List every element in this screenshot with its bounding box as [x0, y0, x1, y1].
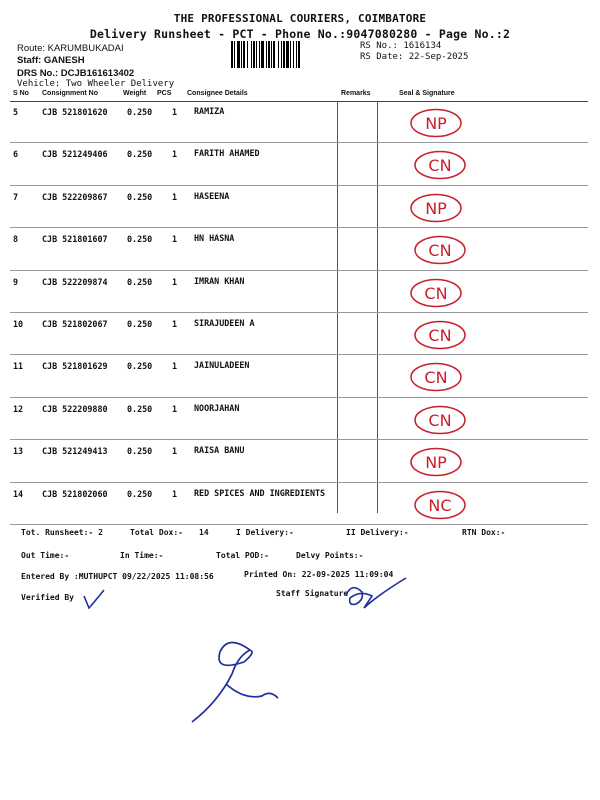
row-weight: 0.250: [127, 107, 153, 117]
stamp-text: CN: [428, 326, 452, 345]
row-weight: 0.250: [127, 446, 153, 457]
row-consignment-no: CJB 521801607: [42, 234, 108, 245]
row-consignee-name: SIRAJUDEEN A: [194, 318, 255, 328]
row-sno: 5: [13, 107, 19, 117]
row-weight: 0.250: [127, 191, 153, 202]
row-weight: 0.250: [127, 488, 153, 499]
row-consignment-no: CJB 522209867: [42, 191, 108, 202]
large-signature: [192, 642, 278, 722]
rtn-dox: RTN Dox:-: [462, 528, 506, 537]
row-pcs: 1: [172, 191, 178, 202]
row-consignee-name: RAISA BANU: [194, 445, 245, 456]
stamp-text: CN: [424, 283, 448, 303]
row-pcs: 1: [172, 107, 178, 117]
row-sno: 7: [13, 191, 19, 202]
row-sno: 8: [13, 234, 19, 245]
stamp-text: CN: [428, 241, 452, 261]
handwritten-status-stamp: [408, 107, 464, 139]
handwritten-status-stamp: [408, 446, 464, 478]
printed-on: Printed On: 22-09-2025 11:09:04: [244, 570, 394, 579]
handwritten-status-stamp: [412, 404, 468, 436]
total-pod: Total POD:-: [216, 551, 269, 560]
route-label: Route: KARUMBUKADAI: [17, 43, 124, 54]
handwritten-status-stamp: [408, 361, 464, 393]
stamp-text: NP: [425, 453, 447, 473]
row-sno: 6: [13, 149, 19, 160]
company-title: THE PROFESSIONAL COURIERS, COIMBATORE: [173, 12, 427, 25]
row-consignee-name: RED SPICES AND INGREDIENTS: [194, 487, 326, 498]
col-consignee: Consignee Details: [187, 90, 248, 97]
col-sno: S No: [13, 90, 29, 97]
row-sno: 11: [13, 361, 24, 372]
total-dox-value: 14: [199, 528, 209, 537]
stamp-text: NC: [428, 495, 452, 515]
row-divider: [10, 312, 588, 313]
row-pcs: 1: [172, 488, 178, 499]
handwritten-status-stamp: [412, 319, 468, 351]
staff-signature-label: Staff Signature: [276, 589, 349, 598]
runsheet-subtitle: Delivery Runsheet - PCT - Phone No.:9047080280 - Page No.:2: [89, 27, 511, 41]
drs-number: DRS No.: DCJB161613402: [17, 68, 135, 79]
row-consignment-no: CJB 521802067: [42, 319, 108, 329]
row-weight: 0.250: [127, 319, 153, 329]
row-divider: [10, 524, 588, 525]
row-weight: 0.250: [127, 403, 153, 414]
stamp-text: CN: [428, 410, 452, 430]
row-consignee-name: RAMIZA: [194, 106, 225, 116]
row-sno: 9: [13, 276, 19, 287]
row-consignee-name: JAINULADEEN: [194, 360, 250, 371]
row-consignee-name: NOORJAHAN: [194, 402, 240, 413]
handwritten-status-stamp: [408, 192, 464, 224]
stamp-text: NP: [425, 198, 447, 218]
handwritten-status-stamp: [412, 234, 468, 266]
verified-by-signature: [84, 590, 104, 608]
rs-date: RS Date: 22-Sep-2025: [360, 52, 469, 62]
row-divider: [10, 270, 588, 271]
row-consignee-name: FARITH AHAMED: [194, 148, 260, 159]
row-divider: [10, 439, 588, 440]
row-divider: [10, 227, 588, 228]
col-weight: Weight: [123, 90, 147, 97]
row-sno: 10: [13, 319, 24, 329]
total-dox-label: Total Dox:-: [130, 528, 183, 537]
remarks-left-divider: [337, 101, 338, 513]
row-consignee-name: HASEENA: [194, 190, 230, 201]
row-consignment-no: CJB 521801620: [42, 107, 108, 117]
i-delivery: I Delivery:-: [236, 528, 294, 537]
row-divider: [10, 354, 588, 355]
row-divider: [10, 142, 588, 143]
col-consignment: Consignment No: [42, 90, 98, 97]
handwritten-status-stamp: [412, 489, 468, 521]
col-remarks: Remarks: [341, 90, 371, 97]
row-weight: 0.250: [127, 361, 153, 372]
barcode-image: [231, 41, 356, 68]
row-consignee-name: HN HASNA: [194, 233, 235, 244]
col-seal: Seal & Signature: [399, 90, 455, 97]
row-pcs: 1: [172, 361, 178, 372]
row-sno: 13: [13, 446, 24, 457]
remarks-right-divider: [377, 101, 378, 513]
row-divider: [10, 185, 588, 186]
row-weight: 0.250: [127, 149, 153, 160]
row-consignment-no: CJB 521801629: [42, 361, 108, 372]
handwritten-status-stamp: [412, 149, 468, 181]
vehicle-label: Vehicle: Two Wheeler Delivery: [17, 79, 175, 89]
row-consignment-no: CJB 521802060: [42, 488, 108, 499]
entered-by: Entered By :MUTHUPCT 09/22/2025 11:08:56: [21, 572, 214, 581]
col-pcs: PCS: [157, 90, 172, 97]
header-divider: [10, 101, 588, 102]
delvy-points: Delvy Points:-: [296, 551, 364, 560]
row-consignment-no: CJB 522209874: [42, 276, 108, 287]
in-time: In Time:-: [120, 551, 164, 560]
row-pcs: 1: [172, 276, 178, 287]
verified-by-label: Verified By: [21, 593, 74, 602]
stamp-text: CN: [428, 156, 452, 176]
row-consignee-name: IMRAN KHAN: [194, 275, 245, 286]
row-sno: 14: [13, 488, 24, 499]
rs-number: RS No.: 1616134: [360, 41, 442, 51]
row-consignment-no: CJB 522209880: [42, 403, 108, 414]
row-pcs: 1: [172, 403, 178, 414]
row-divider: [10, 482, 588, 483]
row-weight: 0.250: [127, 276, 153, 287]
stamp-text: NP: [425, 114, 447, 133]
tot-runsheet: Tot. Runsheet:- 2: [21, 528, 103, 537]
row-consignment-no: CJB 521249413: [42, 446, 108, 457]
row-pcs: 1: [172, 446, 178, 457]
handwritten-status-stamp: [408, 277, 464, 309]
stamp-text: CN: [424, 368, 448, 388]
row-pcs: 1: [172, 149, 178, 160]
row-sno: 12: [13, 403, 24, 414]
row-pcs: 1: [172, 319, 178, 329]
staff-label: Staff: GANESH: [17, 55, 85, 66]
ii-delivery: II Delivery:-: [346, 528, 409, 537]
row-divider: [10, 397, 588, 398]
row-pcs: 1: [172, 234, 178, 245]
staff-signature-scribble: [346, 578, 406, 608]
out-time: Out Time:-: [21, 551, 70, 560]
row-consignment-no: CJB 521249406: [42, 149, 108, 160]
row-weight: 0.250: [127, 234, 153, 245]
